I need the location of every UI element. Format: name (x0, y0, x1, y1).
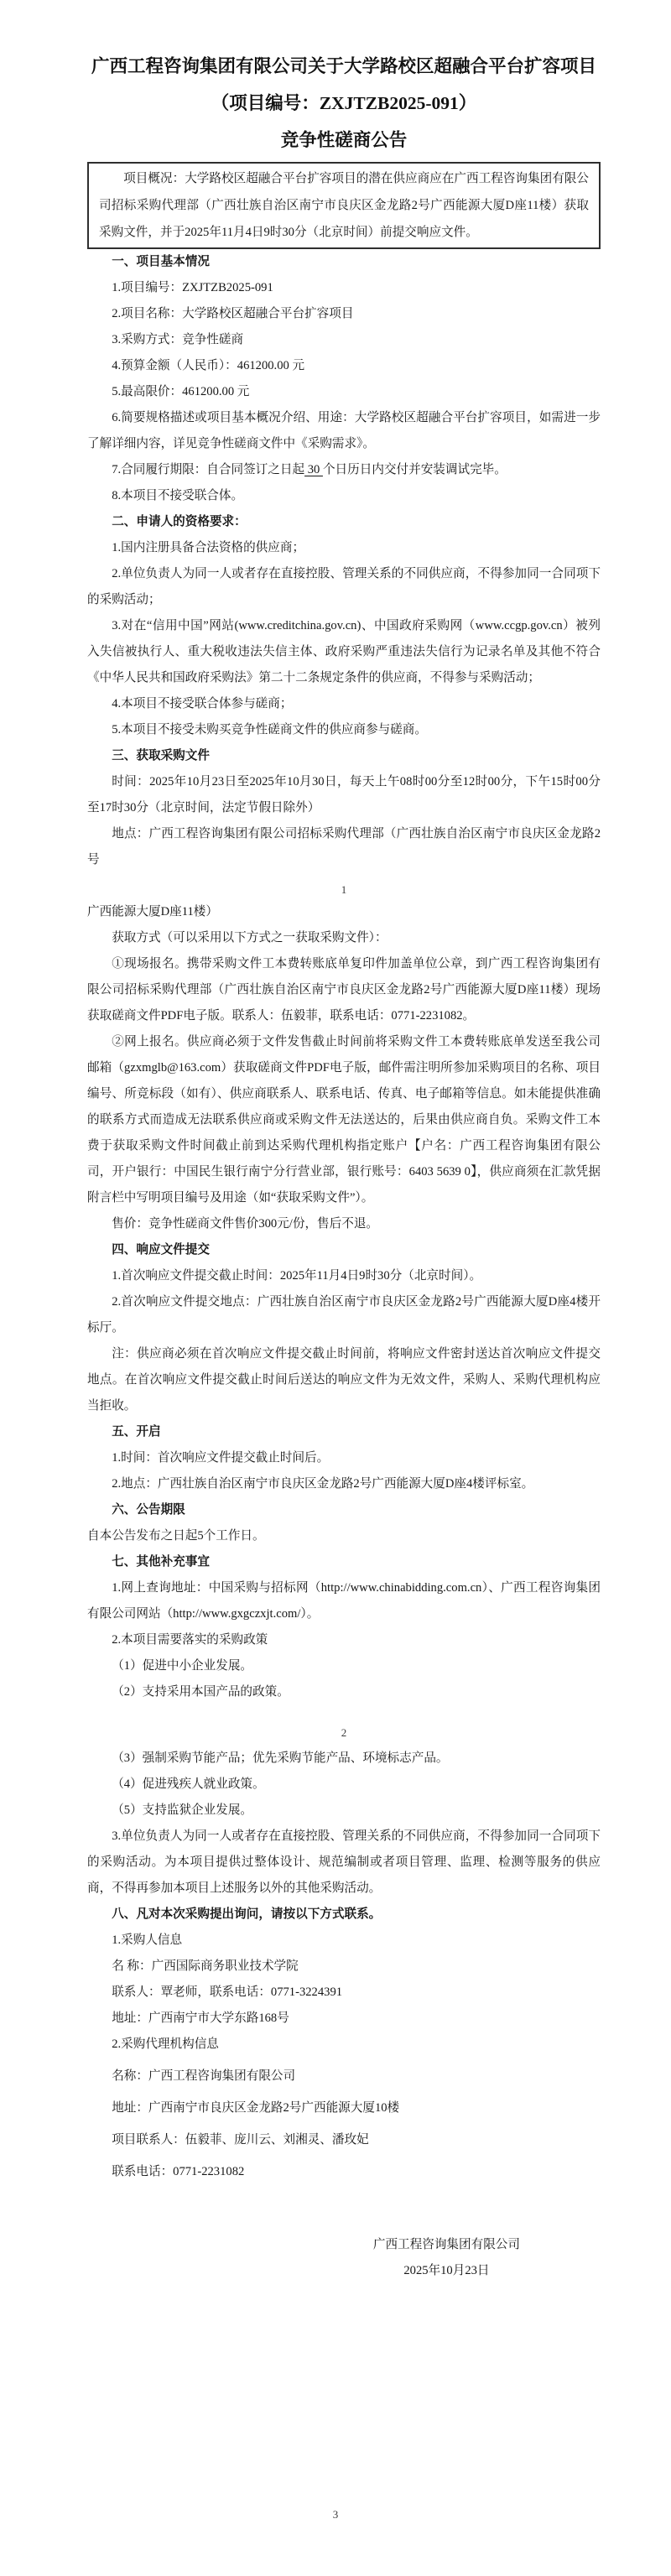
paragraph: 地点：广西工程咨询集团有限公司招标采购代理部（广西壮族自治区南宁市良庆区金龙路2号 (87, 827, 601, 866)
paragraph: 1.采购人信息 (112, 1933, 183, 1947)
section-heading: 七、其他补充事宜 (112, 1555, 210, 1569)
text-segment: 个日历日内交付并安装调试完毕。 (322, 463, 507, 476)
paragraph: 1.首次响应文件提交截止时间：2025年11月4日9时30分（北京时间）。 (112, 1269, 482, 1283)
paragraph: 名称：广西工程咨询集团有限公司 (112, 2069, 296, 2083)
paragraph: 6.简要规格描述或项目基本概况介绍、用途：大学路校区超融合平台扩容项目，如需进一步了解详细内容，详见竞争性磋商文件中《采购需求》。 (87, 411, 601, 450)
document-title-line-2: （项目编号：ZXJTZB2025-091） (211, 93, 477, 113)
project-overview-text: 项目概况：大学路校区超融合平台扩容项目的潜在供应商应在广西工程咨询集团有限公司招标采购代理部（广西壮族自治区南宁市良庆区金龙路2号广西能源大厦D座11楼）获取采购文件，并于2025年11月4日9时30分（北京时间）前提交响应文件。 (99, 172, 589, 239)
paragraph: 地址：广西南宁市大学东路168号 (112, 2011, 289, 2025)
paragraph: 2.单位负责人为同一人或者存在直接控股、管理关系的不同供应商，不得参加同一合同项下的采购活动； (87, 567, 601, 606)
paragraph: 售价：竞争性磋商文件售价300元/份，售后不退。 (112, 1217, 379, 1231)
paragraph: 4.预算金额（人民币）：461200.00 元 (112, 359, 305, 372)
paragraph: 名 称：广西国际商务职业技术学院 (112, 1959, 299, 1973)
issuer-name: 广西工程咨询集团有限公司 (372, 2238, 520, 2251)
document-title-line-1: 广西工程咨询集团有限公司关于大学路校区超融合平台扩容项目 (91, 56, 596, 76)
paragraph: 1.时间：首次响应文件提交截止时间后。 (112, 1451, 330, 1465)
paragraph: ①现场报名。携带采购文件工本费转账底单复印件加盖单位公章，到广西工程咨询集团有限公司招标采购代理部（广西壮族自治区南宁市良庆区金龙路2号广西能源大厦D座11楼）现场获取磋商文件PDF电子版。联系人：伍毅菲，联系电话：0771-2231082。 (87, 957, 601, 1023)
paragraph: 地址：广西南宁市良庆区金龙路2号广西能源大厦10楼 (112, 2101, 400, 2115)
paragraph: 8.本项目不接受联合体。 (112, 489, 244, 502)
paragraph: （2）支持采用本国产品的政策。 (112, 1685, 289, 1699)
section-heading: 三、获取采购文件 (112, 749, 210, 762)
paragraph: ②网上报名。供应商必须于文件发售截止时间前将采购文件工本费转账底单发送至我公司邮箱（gzxmglb@163.com）获取磋商文件PDF电子版，邮件需注明所参加采购项目的名称、项目编号、所竞标段（如有）、供应商联系人、联系电话、传真、电子邮箱等信息。如未能提供准确的联系方式而造成无法联系供应商或采购文件无法送达的，后果由供应商自负。采购文件工本费于获取采购文件时间截止前到达采购代理机构指定账户【户名：广西工程咨询集团有限公司，开户银行：中国民生银行南宁分行营业部，银行账号：6403 5639 0】，供应商须在汇款凭据附言栏中写明项目编号及用途（如“获取采购文件”）。 (87, 1035, 601, 1205)
paragraph: 联系电话：0771-2231082 (112, 2165, 245, 2178)
paragraph: （1）促进中小企业发展。 (112, 1659, 253, 1673)
section-heading: 二、申请人的资格要求： (112, 515, 247, 528)
paragraph: （3）强制采购节能产品；优先采购节能产品、环境标志产品。 (112, 1751, 449, 1765)
paragraph: 注：供应商必须在首次响应文件提交截止时间前，将响应文件密封送达首次响应文件提交地点。在首次响应文件提交截止时间后送达的响应文件为无效文件，采购人、采购代理机构应当拒收。 (87, 1347, 601, 1413)
paragraph: 3.采购方式：竞争性磋商 (112, 333, 244, 346)
signature-block (373, 2232, 520, 2284)
section-heading: 一、项目基本情况 (112, 255, 210, 268)
paragraph: 5.本项目不接受未购买竞争性磋商文件的供应商参与磋商。 (112, 723, 427, 736)
paragraph: 2.本项目需要落实的采购政策 (112, 1633, 268, 1647)
underlined-value: 30 (304, 463, 323, 476)
paragraph: 3.单位负责人为同一人或者存在直接控股、管理关系的不同供应商，不得参加同一合同项下的采购活动。为本项目提供过整体设计、规范编制或者项目管理、监理、检测等服务的供应商，不得再参加本项目上述服务以外的其他采购活动。 (87, 1829, 601, 1895)
paragraph: 广西能源大厦D座11楼） (87, 905, 218, 919)
paragraph: 项目联系人：伍毅菲、庞川云、刘湘灵、潘玫妃 (112, 2133, 369, 2147)
paragraph: 2.首次响应文件提交地点：广西壮族自治区南宁市良庆区金龙路2号广西能源大厦D座4楼开标厅。 (87, 1295, 601, 1335)
paragraph: 1.项目编号：ZXJTZB2025-091 (112, 281, 273, 294)
project-overview-box (87, 162, 601, 249)
document-body (87, 249, 601, 2521)
paragraph: 1.网上查询地址：中国采购与招标网（http://www.chinabidding.com.cn）、广西工程咨询集团有限公司网站（http://www.gxgczxjt.com/）。 (87, 1581, 601, 1621)
paragraph: 2.采购代理机构信息 (112, 2037, 219, 2051)
page-number: 1 (341, 883, 347, 896)
paragraph: （4）促进残疾人就业政策。 (112, 1777, 265, 1791)
paragraph: 2.地点：广西壮族自治区南宁市良庆区金龙路2号广西能源大厦D座4楼评标室。 (112, 1477, 534, 1491)
document-title-line-3: 竞争性磋商公告 (280, 130, 408, 150)
page-number: 3 (332, 2508, 339, 2521)
paragraph: 2.项目名称：大学路校区超融合平台扩容项目 (112, 307, 354, 320)
page-number: 2 (341, 1726, 347, 1739)
paragraph: （5）支持监狱企业发展。 (112, 1803, 253, 1817)
paragraph: 3.对在“信用中国”网站(www.creditchina.gov.cn)、中国政府采购网（www.ccgp.gov.cn）被列入失信被执行人、重大税收违法失信主体、政府采购严重违法失信行为记录名单及其他不符合《中华人民共和国政府采购法》第二十二条规定条件的供应商，不得参与采购活动； (87, 619, 601, 684)
paragraph: 4.本项目不接受联合体参与磋商； (112, 697, 293, 710)
issue-date: 2025年10月23日 (403, 2264, 490, 2277)
paragraph: 5.最高限价：461200.00 元 (112, 385, 250, 398)
section-heading: 八、凡对本次采购提出询问，请按以下方式联系。 (112, 1907, 382, 1921)
section-heading: 四、响应文件提交 (112, 1243, 210, 1257)
paragraph: 获取方式（可以采用以下方式之一获取采购文件）： (112, 931, 388, 945)
paragraph: 时间：2025年10月23日至2025年10月30日，每天上午08时00分至12时00分，下午15时00分至17时30分（北京时间，法定节假日除外） (87, 775, 601, 814)
text-segment: 7.合同履行期限：自合同签订之日起 (112, 463, 305, 476)
paragraph: 联系人：覃老师，联系电话：0771-3224391 (112, 1985, 343, 1999)
paragraph: 1.国内注册具备合法资格的供应商； (112, 541, 305, 554)
section-heading: 五、开启 (112, 1425, 161, 1439)
section-heading: 六、公告期限 (112, 1503, 185, 1517)
paragraph (87, 457, 601, 483)
paragraph: 自本公告发布之日起5个工作日。 (87, 1529, 265, 1543)
